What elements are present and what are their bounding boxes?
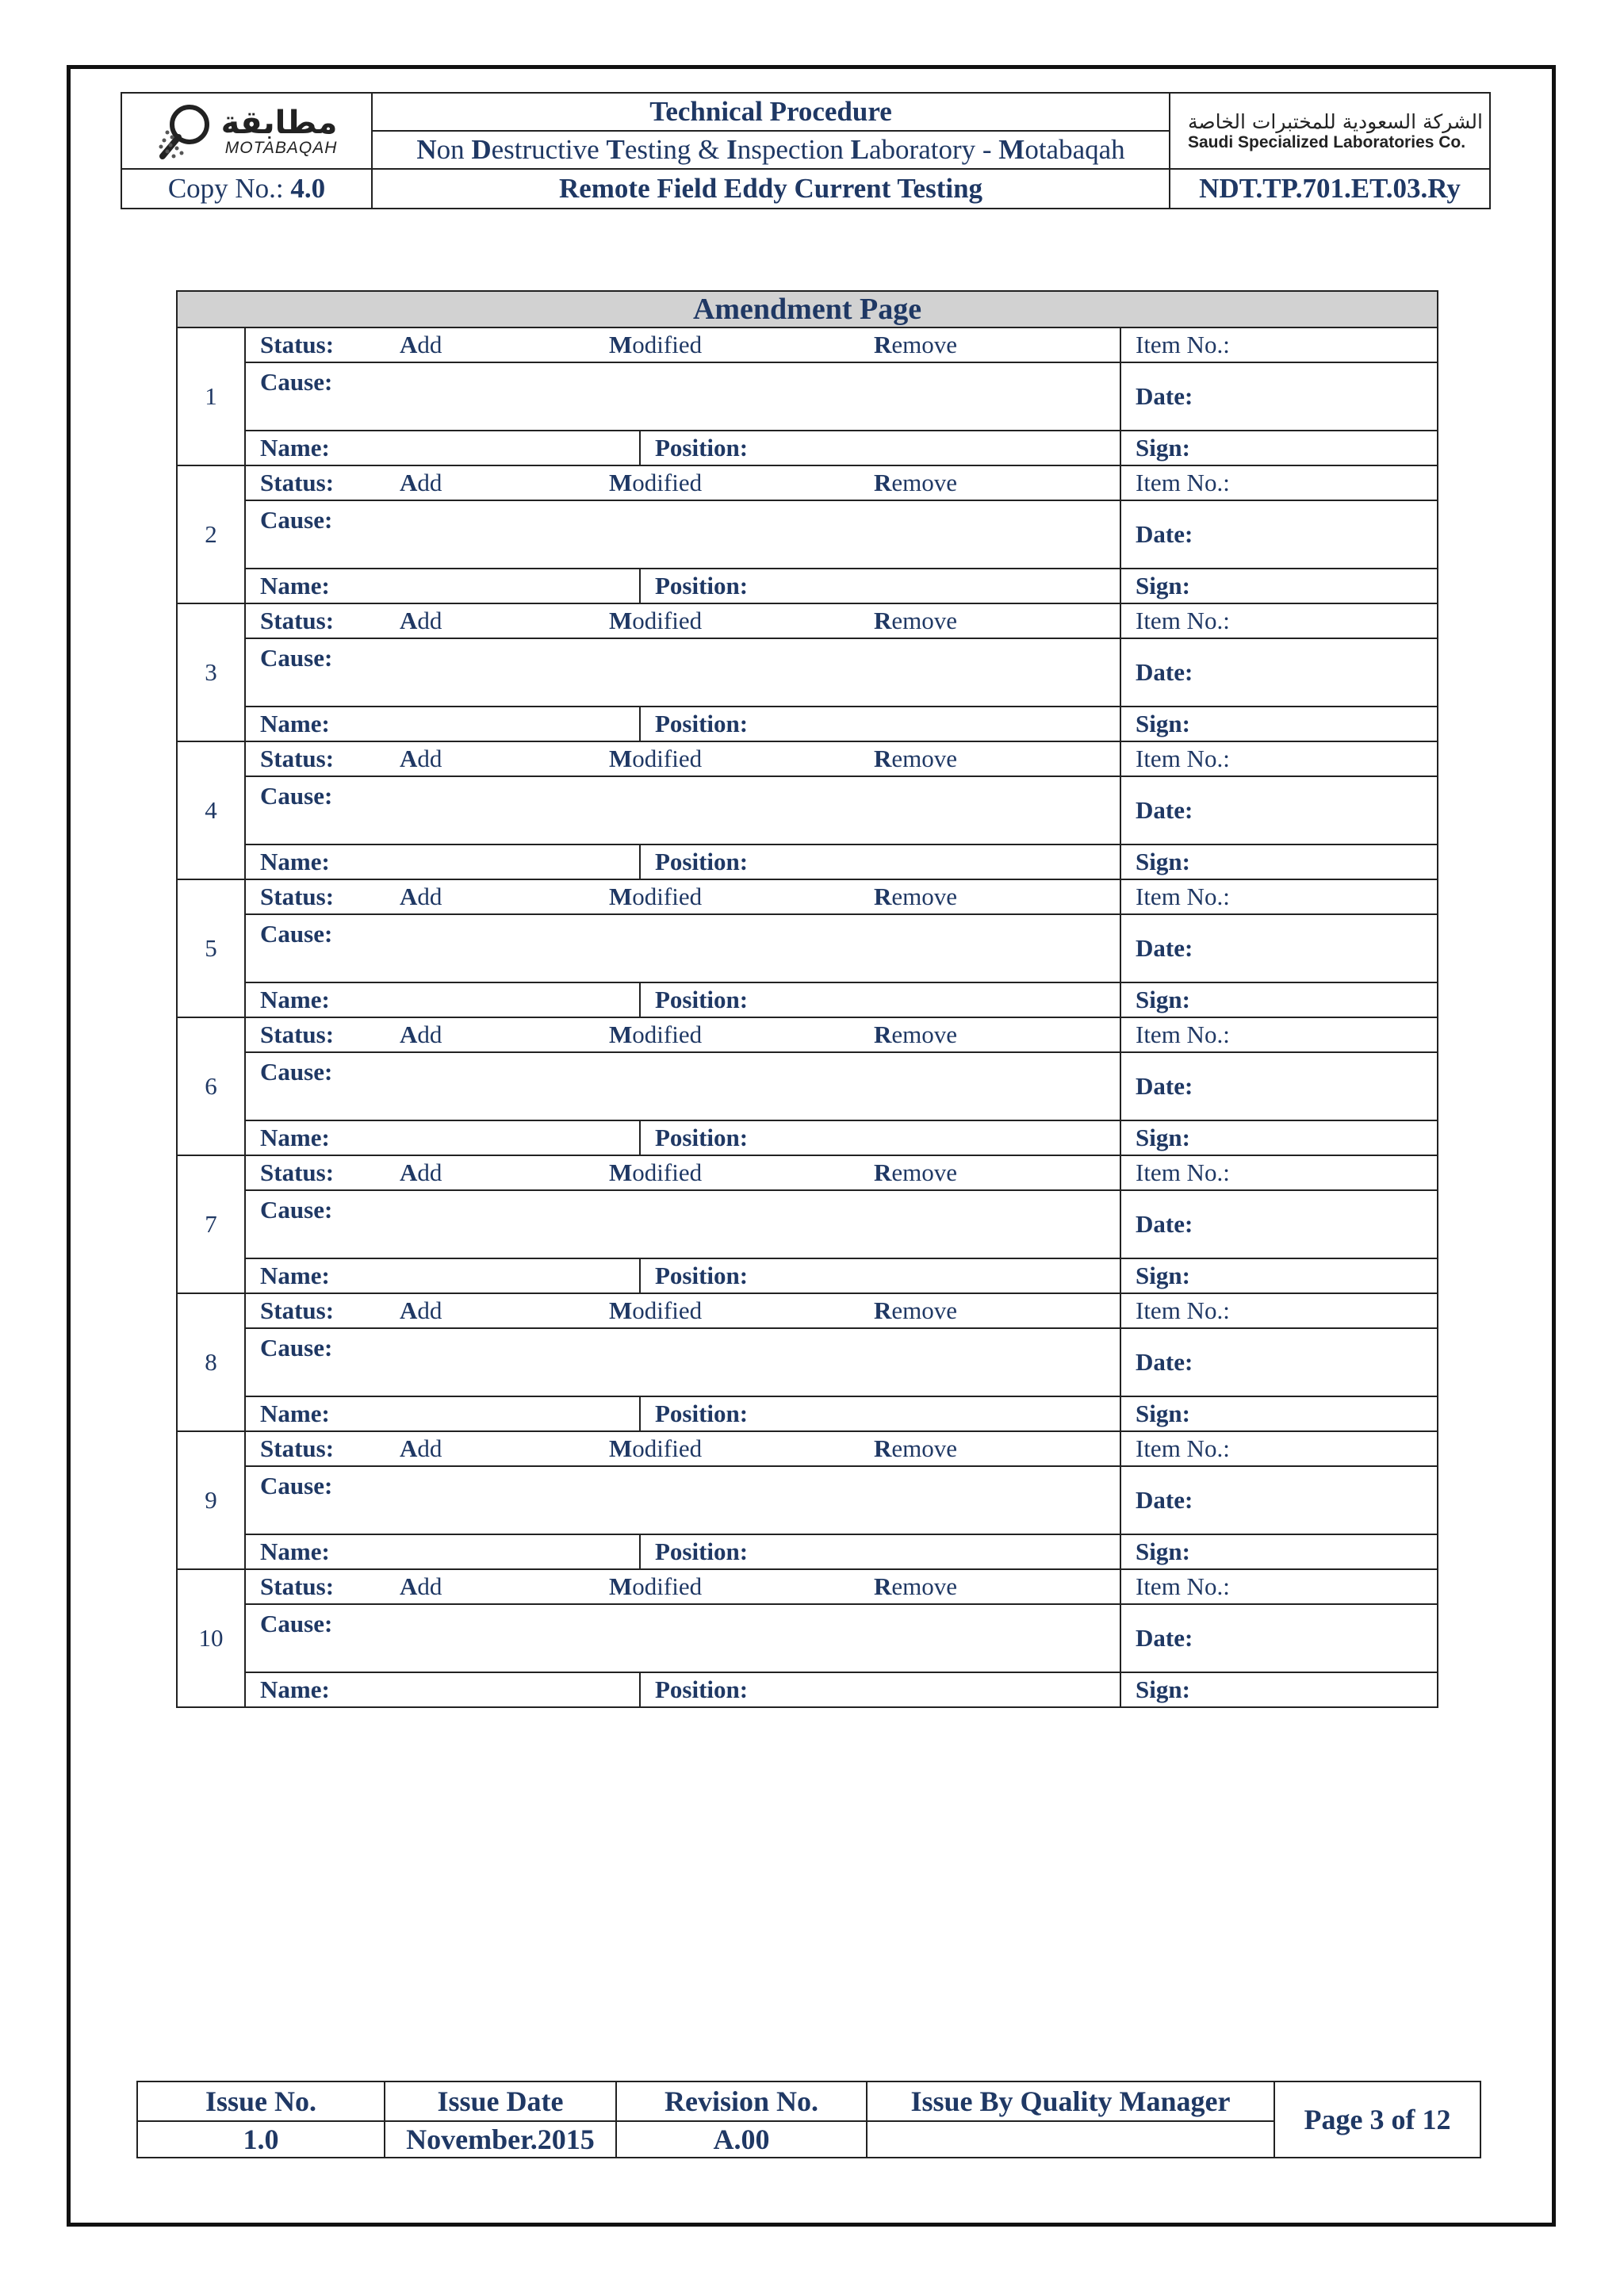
modified-rest: odified bbox=[632, 745, 703, 772]
status-option-modified[interactable] bbox=[609, 1434, 874, 1463]
item-no-label: Item No.: bbox=[1136, 607, 1230, 634]
name-field[interactable] bbox=[245, 1672, 640, 1707]
logo-arabic-text: مطابقة bbox=[220, 105, 338, 141]
document-footer bbox=[136, 2081, 1481, 2158]
cause-field[interactable] bbox=[245, 1328, 1120, 1396]
revision-no-label: Revision No. bbox=[616, 2081, 867, 2121]
status-option-modified[interactable] bbox=[609, 1572, 874, 1601]
modified-initial: M bbox=[609, 1296, 633, 1324]
add-initial: A bbox=[400, 1021, 418, 1048]
status-cell bbox=[245, 1017, 1120, 1052]
entry-number: 3 bbox=[177, 603, 245, 741]
remove-initial: R bbox=[874, 745, 892, 772]
date-label: Date: bbox=[1136, 658, 1193, 686]
sign-field[interactable] bbox=[1120, 1120, 1438, 1155]
item-no-label: Item No.: bbox=[1136, 331, 1230, 358]
position-field[interactable] bbox=[640, 1120, 1120, 1155]
procedure-subject bbox=[372, 169, 1170, 209]
position-field[interactable] bbox=[640, 1534, 1120, 1569]
remove-rest: emove bbox=[891, 1296, 958, 1324]
status-option-modified[interactable] bbox=[609, 1296, 874, 1325]
issue-by-value bbox=[867, 2121, 1274, 2158]
position-label: Position: bbox=[655, 1676, 749, 1703]
item-no-label: Item No.: bbox=[1136, 1296, 1230, 1324]
position-field[interactable] bbox=[640, 844, 1120, 879]
item-no-field[interactable] bbox=[1120, 879, 1438, 914]
status-option-add[interactable] bbox=[400, 331, 609, 359]
date-label: Date: bbox=[1136, 1348, 1193, 1376]
add-initial: A bbox=[400, 331, 418, 358]
date-field[interactable] bbox=[1120, 362, 1438, 431]
position-label: Position: bbox=[655, 1124, 749, 1151]
item-no-field[interactable] bbox=[1120, 327, 1438, 362]
add-rest: dd bbox=[417, 883, 442, 910]
remove-rest: emove bbox=[891, 745, 958, 772]
remove-initial: R bbox=[874, 469, 892, 496]
remove-initial: R bbox=[874, 607, 892, 634]
ssl-logo bbox=[1170, 93, 1490, 169]
status-option-add[interactable] bbox=[400, 1572, 609, 1601]
date-label: Date: bbox=[1136, 796, 1193, 824]
date-label: Date: bbox=[1136, 382, 1193, 410]
subject-text: Remote Field Eddy Current Testing bbox=[558, 173, 983, 204]
name-label: Name: bbox=[260, 434, 330, 461]
date-label: Date: bbox=[1136, 1624, 1193, 1652]
amendment-entry bbox=[177, 741, 1438, 776]
date-label: Date: bbox=[1136, 1486, 1193, 1514]
cause-field[interactable] bbox=[245, 500, 1120, 569]
status-label: Status: bbox=[260, 745, 335, 772]
cause-label: Cause: bbox=[260, 1196, 333, 1224]
status-cell bbox=[245, 1293, 1120, 1328]
amendment-entry bbox=[177, 603, 1438, 638]
date-label: Date: bbox=[1136, 934, 1193, 962]
add-initial: A bbox=[400, 883, 418, 910]
status-option-remove[interactable] bbox=[874, 1572, 957, 1601]
lab-initial: D bbox=[471, 134, 492, 165]
sign-field[interactable] bbox=[1120, 431, 1438, 465]
item-no-label: Item No.: bbox=[1136, 1434, 1230, 1462]
cause-field[interactable] bbox=[245, 1604, 1120, 1672]
amendment-entry bbox=[177, 1431, 1438, 1466]
item-no-label: Item No.: bbox=[1136, 883, 1230, 910]
sign-field[interactable] bbox=[1120, 844, 1438, 879]
lab-rest: estructive bbox=[491, 134, 607, 165]
add-rest: dd bbox=[417, 1021, 442, 1048]
status-option-remove[interactable] bbox=[874, 883, 957, 911]
cause-label: Cause: bbox=[260, 368, 333, 396]
status-label: Status: bbox=[260, 883, 335, 910]
status-option-remove[interactable] bbox=[874, 1021, 957, 1049]
issue-no-label: Issue No. bbox=[137, 2081, 385, 2121]
date-field[interactable] bbox=[1120, 1052, 1438, 1120]
lab-rest: on bbox=[436, 134, 472, 165]
cause-field[interactable] bbox=[245, 776, 1120, 844]
cause-label: Cause: bbox=[260, 506, 333, 534]
modified-initial: M bbox=[609, 1434, 633, 1462]
name-label: Name: bbox=[260, 1676, 330, 1703]
cause-field[interactable] bbox=[245, 362, 1120, 431]
position-field[interactable] bbox=[640, 707, 1120, 741]
status-option-remove[interactable] bbox=[874, 1296, 957, 1325]
cause-label: Cause: bbox=[260, 1610, 333, 1637]
entry-number: 9 bbox=[177, 1431, 245, 1569]
status-label: Status: bbox=[260, 469, 335, 496]
ssl-arabic-text: الشركة السعودية للمختبرات الخاصة bbox=[1188, 109, 1483, 133]
modified-initial: M bbox=[609, 331, 633, 358]
status-label: Status: bbox=[260, 1296, 335, 1324]
remove-rest: emove bbox=[891, 469, 958, 496]
add-initial: A bbox=[400, 1434, 418, 1462]
status-option-modified[interactable] bbox=[609, 883, 874, 911]
status-option-modified[interactable] bbox=[609, 1158, 874, 1187]
remove-rest: emove bbox=[891, 1434, 958, 1462]
cause-label: Cause: bbox=[260, 1334, 333, 1361]
status-cell bbox=[245, 879, 1120, 914]
copy-label: Copy No.: bbox=[167, 173, 284, 204]
cause-field[interactable] bbox=[245, 1052, 1120, 1120]
date-field[interactable] bbox=[1120, 1190, 1438, 1258]
position-label: Position: bbox=[655, 1262, 749, 1289]
modified-rest: odified bbox=[632, 607, 703, 634]
name-label: Name: bbox=[260, 1400, 330, 1427]
cause-label: Cause: bbox=[260, 920, 333, 948]
entry-number: 10 bbox=[177, 1569, 245, 1707]
amendment-entry bbox=[177, 1017, 1438, 1052]
sign-field[interactable] bbox=[1120, 707, 1438, 741]
name-label: Name: bbox=[260, 710, 330, 737]
status-option-remove[interactable] bbox=[874, 1434, 957, 1463]
add-initial: A bbox=[400, 607, 418, 634]
status-option-modified[interactable] bbox=[609, 745, 874, 773]
status-cell bbox=[245, 603, 1120, 638]
remove-initial: R bbox=[874, 331, 892, 358]
sign-label: Sign: bbox=[1136, 1676, 1190, 1703]
date-label: Date: bbox=[1136, 1210, 1193, 1238]
sign-label: Sign: bbox=[1136, 986, 1190, 1013]
add-initial: A bbox=[400, 745, 418, 772]
status-option-add[interactable] bbox=[400, 1158, 609, 1187]
modified-initial: M bbox=[609, 1021, 633, 1048]
sign-field[interactable] bbox=[1120, 1672, 1438, 1707]
page-number: Page 3 of 12 bbox=[1274, 2081, 1480, 2158]
amendment-table bbox=[176, 290, 1438, 1708]
name-label: Name: bbox=[260, 1538, 330, 1565]
name-field[interactable] bbox=[245, 1120, 640, 1155]
status-option-remove[interactable] bbox=[874, 607, 957, 635]
status-option-add[interactable] bbox=[400, 1296, 609, 1325]
sign-label: Sign: bbox=[1136, 1538, 1190, 1565]
add-rest: dd bbox=[417, 745, 442, 772]
item-no-field[interactable] bbox=[1120, 465, 1438, 500]
issue-date-label: Issue Date bbox=[385, 2081, 616, 2121]
sign-field[interactable] bbox=[1120, 569, 1438, 603]
add-rest: dd bbox=[417, 331, 442, 358]
modified-rest: odified bbox=[632, 469, 703, 496]
name-field[interactable] bbox=[245, 1534, 640, 1569]
item-no-label: Item No.: bbox=[1136, 1158, 1230, 1186]
remove-rest: emove bbox=[891, 1021, 958, 1048]
status-option-add[interactable] bbox=[400, 745, 609, 773]
modified-initial: M bbox=[609, 469, 633, 496]
add-rest: dd bbox=[417, 1296, 442, 1324]
position-field[interactable] bbox=[640, 431, 1120, 465]
status-option-modified[interactable] bbox=[609, 331, 874, 359]
status-option-remove[interactable] bbox=[874, 469, 957, 497]
doc-code-text: NDT.TP.701.ET.03.Ry bbox=[1199, 173, 1461, 204]
add-initial: A bbox=[400, 1296, 418, 1324]
remove-rest: emove bbox=[891, 331, 958, 358]
item-no-label: Item No.: bbox=[1136, 745, 1230, 772]
document-code bbox=[1170, 169, 1490, 209]
status-cell bbox=[245, 327, 1120, 362]
name-label: Name: bbox=[260, 848, 330, 875]
remove-rest: emove bbox=[891, 883, 958, 910]
issue-no-value: 1.0 bbox=[137, 2121, 385, 2158]
position-field[interactable] bbox=[640, 1672, 1120, 1707]
status-option-remove[interactable] bbox=[874, 1158, 957, 1187]
cause-field[interactable] bbox=[245, 1190, 1120, 1258]
cause-label: Cause: bbox=[260, 782, 333, 810]
add-rest: dd bbox=[417, 469, 442, 496]
header-center bbox=[372, 93, 1170, 169]
status-option-modified[interactable] bbox=[609, 1021, 874, 1049]
sign-label: Sign: bbox=[1136, 572, 1190, 599]
entry-number: 7 bbox=[177, 1155, 245, 1293]
status-option-remove[interactable] bbox=[874, 331, 957, 359]
name-field[interactable] bbox=[245, 982, 640, 1017]
sign-field[interactable] bbox=[1120, 1534, 1438, 1569]
item-no-field[interactable] bbox=[1120, 1569, 1438, 1604]
name-label: Name: bbox=[260, 572, 330, 599]
remove-initial: R bbox=[874, 1572, 892, 1600]
amendment-entry bbox=[177, 327, 1438, 362]
logo-latin-text: MOTABAQAH bbox=[224, 139, 338, 157]
modified-initial: M bbox=[609, 607, 633, 634]
revision-no-value: A.00 bbox=[616, 2121, 867, 2158]
name-field[interactable] bbox=[245, 431, 640, 465]
cause-label: Cause: bbox=[260, 1058, 333, 1086]
position-label: Position: bbox=[655, 1538, 749, 1565]
status-cell bbox=[245, 741, 1120, 776]
status-option-add[interactable] bbox=[400, 469, 609, 497]
lab-rest: aboratory - bbox=[869, 134, 999, 165]
remove-initial: R bbox=[874, 1021, 892, 1048]
status-label: Status: bbox=[260, 607, 335, 634]
status-cell bbox=[245, 465, 1120, 500]
position-field[interactable] bbox=[640, 1396, 1120, 1431]
sign-label: Sign: bbox=[1136, 710, 1190, 737]
lab-initial: I bbox=[726, 134, 737, 165]
sign-field[interactable] bbox=[1120, 982, 1438, 1017]
cause-label: Cause: bbox=[260, 1472, 333, 1499]
item-no-field[interactable] bbox=[1120, 1293, 1438, 1328]
lab-initial: L bbox=[850, 134, 870, 165]
status-option-add[interactable] bbox=[400, 607, 609, 635]
date-label: Date: bbox=[1136, 520, 1193, 548]
modified-rest: odified bbox=[632, 883, 703, 910]
issue-date-value: November.2015 bbox=[385, 2121, 616, 2158]
status-label: Status: bbox=[260, 1021, 335, 1048]
date-field[interactable] bbox=[1120, 500, 1438, 569]
amendment-entry bbox=[177, 1155, 1438, 1190]
magnifier-logo-icon bbox=[156, 101, 215, 164]
lab-rest: nspection bbox=[737, 134, 851, 165]
remove-initial: R bbox=[874, 1434, 892, 1462]
name-field[interactable] bbox=[245, 1396, 640, 1431]
remove-rest: emove bbox=[891, 1158, 958, 1186]
modified-initial: M bbox=[609, 883, 633, 910]
modified-rest: odified bbox=[632, 1296, 703, 1324]
name-label: Name: bbox=[260, 1124, 330, 1151]
remove-initial: R bbox=[874, 1296, 892, 1324]
name-field[interactable] bbox=[245, 1258, 640, 1293]
issue-by-label: Issue By Quality Manager bbox=[867, 2081, 1274, 2121]
entry-number: 2 bbox=[177, 465, 245, 603]
sign-field[interactable] bbox=[1120, 1396, 1438, 1431]
lab-rest: esting & bbox=[624, 134, 727, 165]
remove-initial: R bbox=[874, 1158, 892, 1186]
modified-rest: odified bbox=[632, 1572, 703, 1600]
amendment-entry bbox=[177, 465, 1438, 500]
sign-label: Sign: bbox=[1136, 1400, 1190, 1427]
entry-number: 8 bbox=[177, 1293, 245, 1431]
lab-initial: N bbox=[416, 134, 437, 165]
cause-field[interactable] bbox=[245, 914, 1120, 982]
position-label: Position: bbox=[655, 710, 749, 737]
name-label: Name: bbox=[260, 986, 330, 1013]
amendment-entry bbox=[177, 879, 1438, 914]
remove-rest: emove bbox=[891, 607, 958, 634]
add-rest: dd bbox=[417, 1572, 442, 1600]
position-label: Position: bbox=[655, 572, 749, 599]
date-field[interactable] bbox=[1120, 914, 1438, 982]
lab-rest: otabaqah bbox=[1025, 134, 1125, 165]
modified-rest: odified bbox=[632, 1434, 703, 1462]
date-field[interactable] bbox=[1120, 638, 1438, 707]
position-label: Position: bbox=[655, 848, 749, 875]
entry-number: 6 bbox=[177, 1017, 245, 1155]
status-option-add[interactable] bbox=[400, 883, 609, 911]
copy-number bbox=[121, 169, 372, 209]
modified-initial: M bbox=[609, 1572, 633, 1600]
document-header bbox=[121, 92, 1491, 209]
status-label: Status: bbox=[260, 1434, 335, 1462]
name-field[interactable] bbox=[245, 844, 640, 879]
lab-initial: M bbox=[998, 134, 1025, 165]
ssl-latin-text: Saudi Specialized Laboratories Co. bbox=[1188, 132, 1466, 151]
item-no-field[interactable] bbox=[1120, 1155, 1438, 1190]
modified-rest: odified bbox=[632, 1158, 703, 1186]
add-initial: A bbox=[400, 1158, 418, 1186]
amendment-entry bbox=[177, 1293, 1438, 1328]
item-no-field[interactable] bbox=[1120, 1431, 1438, 1466]
remove-rest: emove bbox=[891, 1572, 958, 1600]
item-no-field[interactable] bbox=[1120, 603, 1438, 638]
item-no-label: Item No.: bbox=[1136, 1021, 1230, 1048]
item-no-label: Item No.: bbox=[1136, 1572, 1230, 1600]
entry-number: 1 bbox=[177, 327, 245, 465]
position-label: Position: bbox=[655, 986, 749, 1013]
copy-value: 4.0 bbox=[290, 173, 326, 204]
name-label: Name: bbox=[260, 1262, 330, 1289]
sign-label: Sign: bbox=[1136, 1262, 1190, 1289]
status-cell bbox=[245, 1569, 1120, 1604]
add-rest: dd bbox=[417, 1158, 442, 1186]
procedure-type: Technical Procedure bbox=[649, 96, 892, 127]
status-option-add[interactable] bbox=[400, 1434, 609, 1463]
position-label: Position: bbox=[655, 434, 749, 461]
add-rest: dd bbox=[417, 1434, 442, 1462]
remove-initial: R bbox=[874, 883, 892, 910]
amendment-entry bbox=[177, 1569, 1438, 1604]
item-no-field[interactable] bbox=[1120, 741, 1438, 776]
date-field[interactable] bbox=[1120, 1604, 1438, 1672]
status-option-add[interactable] bbox=[400, 1021, 609, 1049]
add-rest: dd bbox=[417, 607, 442, 634]
name-field[interactable] bbox=[245, 569, 640, 603]
status-cell bbox=[245, 1431, 1120, 1466]
lab-initial: T bbox=[606, 134, 625, 165]
add-initial: A bbox=[400, 469, 418, 496]
position-field[interactable] bbox=[640, 569, 1120, 603]
item-no-label: Item No.: bbox=[1136, 469, 1230, 496]
modified-rest: odified bbox=[632, 331, 703, 358]
entry-number: 4 bbox=[177, 741, 245, 879]
status-label: Status: bbox=[260, 1572, 335, 1600]
status-cell bbox=[245, 1155, 1120, 1190]
status-label: Status: bbox=[260, 331, 335, 358]
cause-field[interactable] bbox=[245, 1466, 1120, 1534]
status-label: Status: bbox=[260, 1158, 335, 1186]
date-field[interactable] bbox=[1120, 1328, 1438, 1396]
date-label: Date: bbox=[1136, 1072, 1193, 1100]
modified-rest: odified bbox=[632, 1021, 703, 1048]
position-label: Position: bbox=[655, 1400, 749, 1427]
status-option-modified[interactable] bbox=[609, 607, 874, 635]
sign-label: Sign: bbox=[1136, 848, 1190, 875]
name-field[interactable] bbox=[245, 707, 640, 741]
status-option-modified[interactable] bbox=[609, 469, 874, 497]
motabaqah-logo bbox=[121, 93, 372, 169]
status-option-remove[interactable] bbox=[874, 745, 957, 773]
sign-label: Sign: bbox=[1136, 434, 1190, 461]
modified-initial: M bbox=[609, 1158, 633, 1186]
position-field[interactable] bbox=[640, 1258, 1120, 1293]
modified-initial: M bbox=[609, 745, 633, 772]
add-initial: A bbox=[400, 1572, 418, 1600]
sign-label: Sign: bbox=[1136, 1124, 1190, 1151]
date-field[interactable] bbox=[1120, 776, 1438, 844]
cause-field[interactable] bbox=[245, 638, 1120, 707]
sign-field[interactable] bbox=[1120, 1258, 1438, 1293]
amendment-title: Amendment Page bbox=[177, 291, 1438, 327]
entry-number: 5 bbox=[177, 879, 245, 1017]
cause-label: Cause: bbox=[260, 644, 333, 672]
position-field[interactable] bbox=[640, 982, 1120, 1017]
item-no-field[interactable] bbox=[1120, 1017, 1438, 1052]
lab-name bbox=[416, 134, 1124, 166]
date-field[interactable] bbox=[1120, 1466, 1438, 1534]
